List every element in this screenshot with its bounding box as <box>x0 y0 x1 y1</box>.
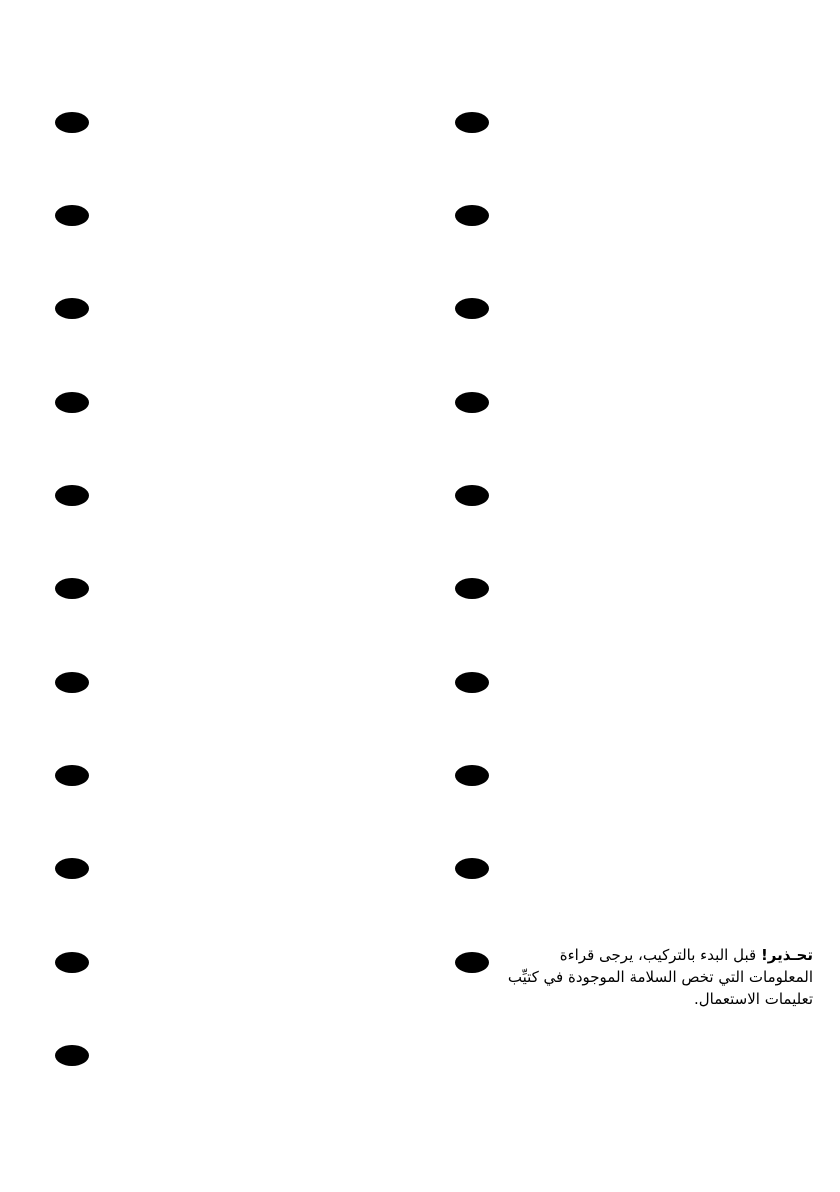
language-badge <box>455 205 489 226</box>
language-badge <box>455 672 489 693</box>
language-entry <box>420 392 840 482</box>
language-badge <box>455 112 489 133</box>
language-badge <box>55 298 89 319</box>
language-entry <box>420 205 840 295</box>
language-entry <box>420 672 840 762</box>
language-entry <box>0 672 420 762</box>
language-entry <box>0 952 420 1042</box>
language-entry <box>420 858 840 948</box>
warning-text: قبل البدء بالتركيب، يرجى قراءة المعلومات التي تخص السلامة الموجودة في كتيِّب تعليمات الاستعمال. <box>507 946 813 1008</box>
language-badge <box>455 485 489 506</box>
language-entry <box>0 578 420 668</box>
language-badge <box>55 112 89 133</box>
language-badge <box>55 392 89 413</box>
language-entry <box>0 205 420 295</box>
language-badge <box>55 1045 89 1066</box>
language-badge <box>455 952 489 973</box>
language-entry <box>0 1045 420 1135</box>
language-entry <box>0 112 420 202</box>
language-entry <box>420 765 840 855</box>
language-badge <box>455 392 489 413</box>
language-entry-arabic <box>420 946 840 1042</box>
right-language-column <box>420 0 840 1192</box>
language-entry <box>0 765 420 855</box>
language-entry <box>420 298 840 388</box>
warning-word: تحـذير! <box>760 946 813 964</box>
arabic-safety-warning <box>495 944 813 1010</box>
language-badge <box>55 672 89 693</box>
language-badge <box>455 765 489 786</box>
language-entry <box>420 112 840 202</box>
language-badge <box>55 485 89 506</box>
language-entry <box>0 392 420 482</box>
language-badge <box>55 858 89 879</box>
language-entry <box>420 485 840 575</box>
language-entry <box>0 485 420 575</box>
language-badge <box>55 952 89 973</box>
language-badge <box>455 858 489 879</box>
language-entry <box>0 298 420 388</box>
language-badge <box>55 205 89 226</box>
language-entry <box>420 578 840 668</box>
language-badge <box>55 578 89 599</box>
language-badge <box>55 765 89 786</box>
language-badge <box>455 578 489 599</box>
language-entry <box>0 858 420 948</box>
language-badge <box>455 298 489 319</box>
